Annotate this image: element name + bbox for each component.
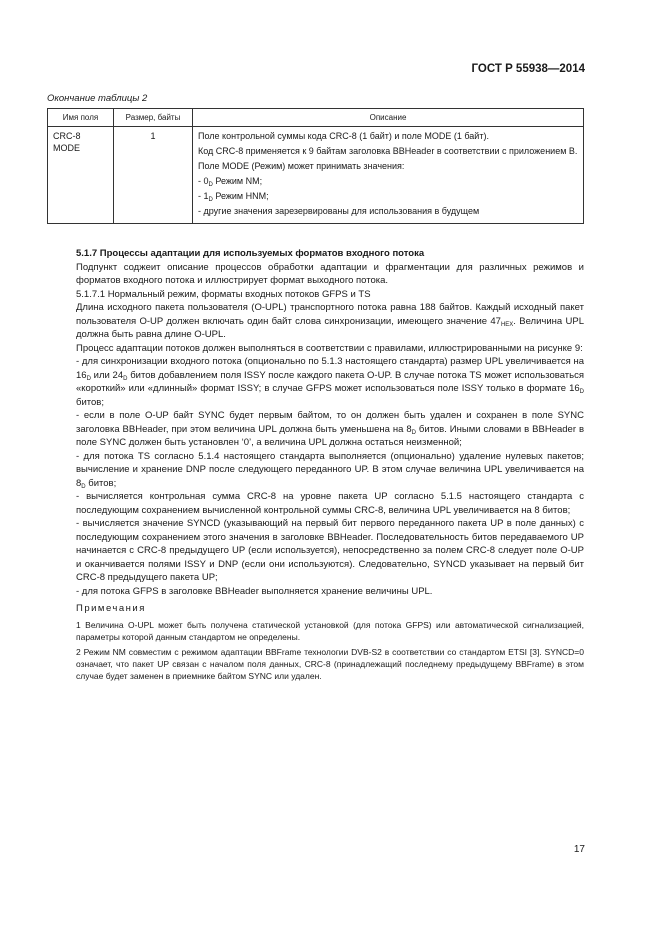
field-name-cell bbox=[48, 127, 114, 224]
header-field-name: Имя поля bbox=[48, 109, 114, 127]
field-name-crc8: CRC-8 bbox=[53, 131, 81, 141]
note-1: 1 Величина O-UPL может быть получена статической установкой (для потока GFPS) или автоматической сигнализацией, параметры которой данным стандартом не определены. bbox=[76, 619, 584, 642]
desc-line-2: Код CRC-8 применяется к 9 байтам заголовка BBHeader в соответствии с приложением В. bbox=[198, 146, 578, 156]
table-row bbox=[48, 127, 584, 224]
bullet-crc8: - вычисляется контрольная сумма CRC-8 на уровне пакета UP согласно 5.1.5 настоящего стандарта с последующим сохранением вычисленной контрольной суммы CRC-8, величина UPL увеличивается на 8 битов; bbox=[76, 491, 584, 516]
description-cell bbox=[193, 127, 584, 224]
paragraph-adaptation: Процесс адаптации потоков должен выполняться в соответствии с правилами, иллюстрированными на рисунке 9: bbox=[76, 342, 583, 354]
spec-table bbox=[47, 108, 584, 224]
header-description: Описание bbox=[193, 109, 584, 127]
note-2: 2 Режим NM совместим с режимом адаптации BBFrame технологии DVB-S2 в соответствии со стандартом ETSI [3]. SYNCD=0 означает, что пакет UP связан с началом поля данных, CRC-8 (принадлежащий последнему предыдущему BBFrame) в этом случае будет заменен в приемнике байтом SYNC или удален. bbox=[76, 646, 584, 681]
mode-option-nm: - $0_D$ Режим NM; bbox=[198, 176, 263, 188]
paragraph-o-upl: Длина исходного пакета пользователя (O-UPL) транспортного потока равна 188 байтов. Каждый исходный пакет пользователя O-UP должен включать один байт слова синхронизации, имеющего значение $47_{HEX}$. Величина UPL должна быть равна длине O-UPL. bbox=[76, 302, 584, 340]
section-body bbox=[76, 247, 584, 682]
table-caption: Окончание таблицы 2 bbox=[47, 93, 148, 104]
page-number: 17 bbox=[573, 844, 585, 855]
subsection-heading: 5.1.7.1 Нормальный режим, форматы входных потоков GFPS и TS bbox=[76, 288, 371, 300]
bullet-syncd: - вычисляется значение SYNCD (указывающий на первый бит первого переданного пакета UP в поле данных) с последующим сохранением этого значения в заголовке BBHeader. Последовательность битов передаваемого UP начинается с CRC-8 предыдущего UP (если используется), непосредственно за полем CRC-8 следует поле O-UP и оканчивается полями ISSY и DNP (если они используются). Следовательно, SYNCD указывает на первый бит CRC-8 предыдущего пакета UP; bbox=[76, 518, 584, 583]
table-header-row bbox=[48, 109, 584, 127]
field-name-mode: MODE bbox=[53, 143, 80, 153]
bullet-gfps: - для потока GFPS в заголовке BBHeader выполняется хранение величины UPL. bbox=[76, 585, 433, 597]
bullet-sync-byte: - если в поле O-UP байт SYNC будет первым байтом, то он должен быть удален и сохранен в поле SYNC заголовка BBHeader, при этом величина UPL должна быть уменьшена на $8_D$ битов. Иными словами в BBHeader в поле SYNC должен быть установлен ‘0’, а величина UPL должна остаться неизменной; bbox=[76, 410, 584, 448]
mode-option-reserved: - другие значения зарезервированы для использования в будущем bbox=[198, 206, 480, 216]
notes-title: Примечания bbox=[76, 603, 146, 614]
bullet-sync: - для синхронизации входного потока (опционально по 5.1.3 настоящего стандарта) размер UPL увеличивается на $16_D$ или $24_D$ битов добавлением поля ISSY после каждого пакета O-UP. В случае потока TS может использоваться «короткий» или «длинный» формат ISSY; в случае GFPS может использоваться поле ISSY только в формате $16_D$ битов; bbox=[76, 356, 584, 408]
desc-line-1: Поле контрольной суммы кода CRC-8 (1 байт) и поле MODE (1 байт). bbox=[198, 131, 489, 141]
section-heading: 5.1.7 Процессы адаптации для используемых форматов входного потока bbox=[76, 248, 425, 259]
header-size: Размер, байты bbox=[114, 109, 193, 127]
size-cell: 1 bbox=[114, 127, 193, 224]
intro-paragraph: Подпункт соджеит описание процессов обработки адаптации и фрагментации для различных режимов и форматов входного потока и иллюстрирует формат выходного потока. bbox=[76, 261, 584, 286]
desc-line-3: Поле MODE (Режим) может принимать значения: bbox=[198, 161, 405, 171]
bullet-null-packets: - для потока TS согласно 5.1.4 настоящего стандарта выполняется (опционально) удаление нулевых пакетов; вычисление и хранение DNP после следующего переданного UP. В этом случае величина UPL увеличивается на $8_D$ битов; bbox=[76, 450, 584, 490]
document-code: ГОСТ Р 55938—2014 bbox=[471, 63, 585, 75]
mode-option-hnm: - $1_D$ Режим HNM; bbox=[198, 191, 269, 203]
